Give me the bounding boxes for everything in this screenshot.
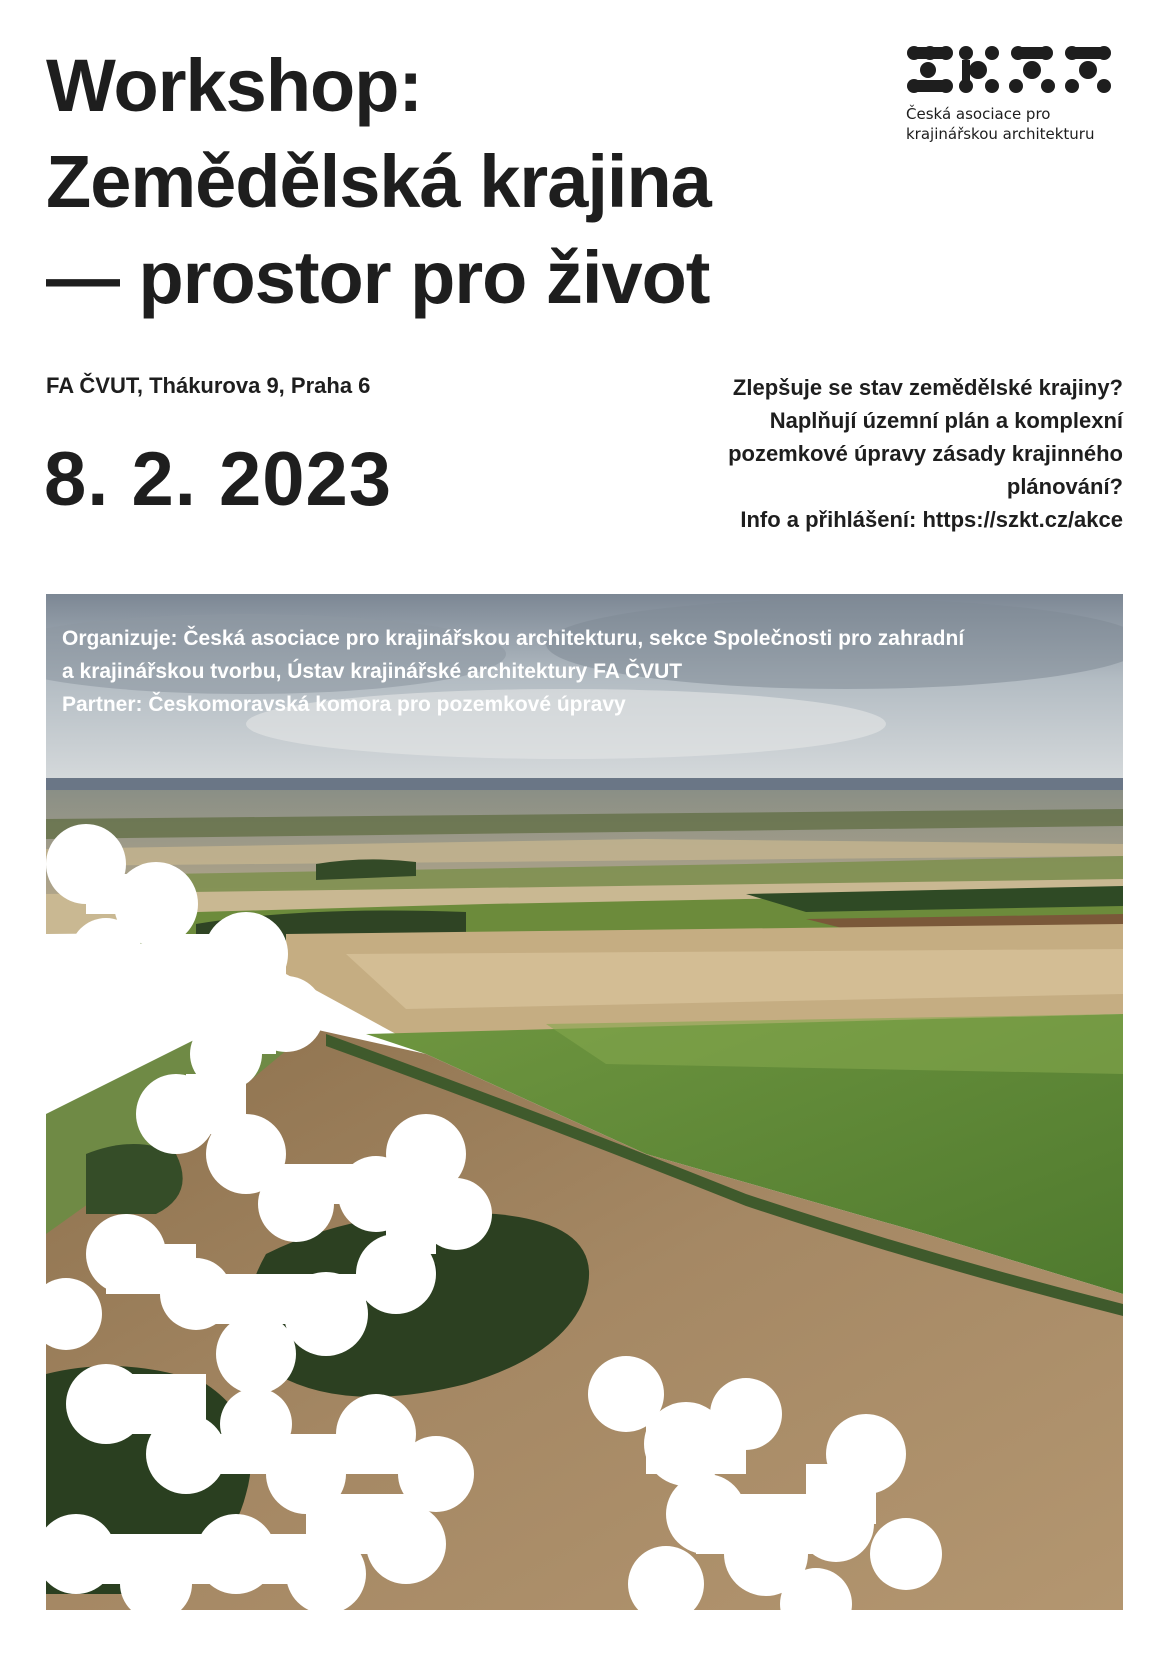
logo-caption	[906, 104, 1094, 144]
aerial-landscape-image	[46, 594, 1123, 1610]
question-line-1: Zlepšuje se stav zemědělské krajiny?	[732, 375, 1123, 400]
partner-line: Partner: Českomoravská komora pro pozemkové úpravy	[62, 693, 626, 716]
venue-address: FA ČVUT, Thákurova 9, Praha 6	[46, 373, 371, 398]
question-line-4: plánování?	[1006, 474, 1123, 499]
organization-logo	[906, 44, 1126, 144]
question-line-3: pozemkové úpravy zásady krajinného	[728, 441, 1123, 466]
organizers-line-2: a krajinářskou tvorbu, Ústav krajinářské architektury FA ČVUT	[62, 660, 683, 683]
title-line-2: Zemědělská krajina	[46, 140, 711, 223]
registration-info: Info a přihlášení: https://szkt.cz/akce	[740, 507, 1123, 532]
organizers-line-1: Organizuje: Česká asociace pro krajinářskou architekturu, sekce Společnosti pro zahradní	[62, 627, 965, 650]
poster-title	[46, 38, 711, 326]
question-line-2: Naplňují územní plán a komplexní	[769, 408, 1123, 433]
landscape-photo	[46, 594, 1123, 1610]
event-date: 8. 2. 2023	[44, 437, 393, 522]
event-questions	[603, 371, 1123, 536]
title-line-1: Workshop:	[46, 44, 423, 127]
logo-caption-line-2: krajinářskou architekturu	[906, 125, 1095, 143]
title-line-3: — prostor pro život	[46, 236, 710, 319]
logo-caption-line-1: Česká asociace pro	[906, 105, 1051, 123]
szka-wordmark-icon	[906, 44, 1116, 100]
organizers-info	[62, 622, 1112, 721]
